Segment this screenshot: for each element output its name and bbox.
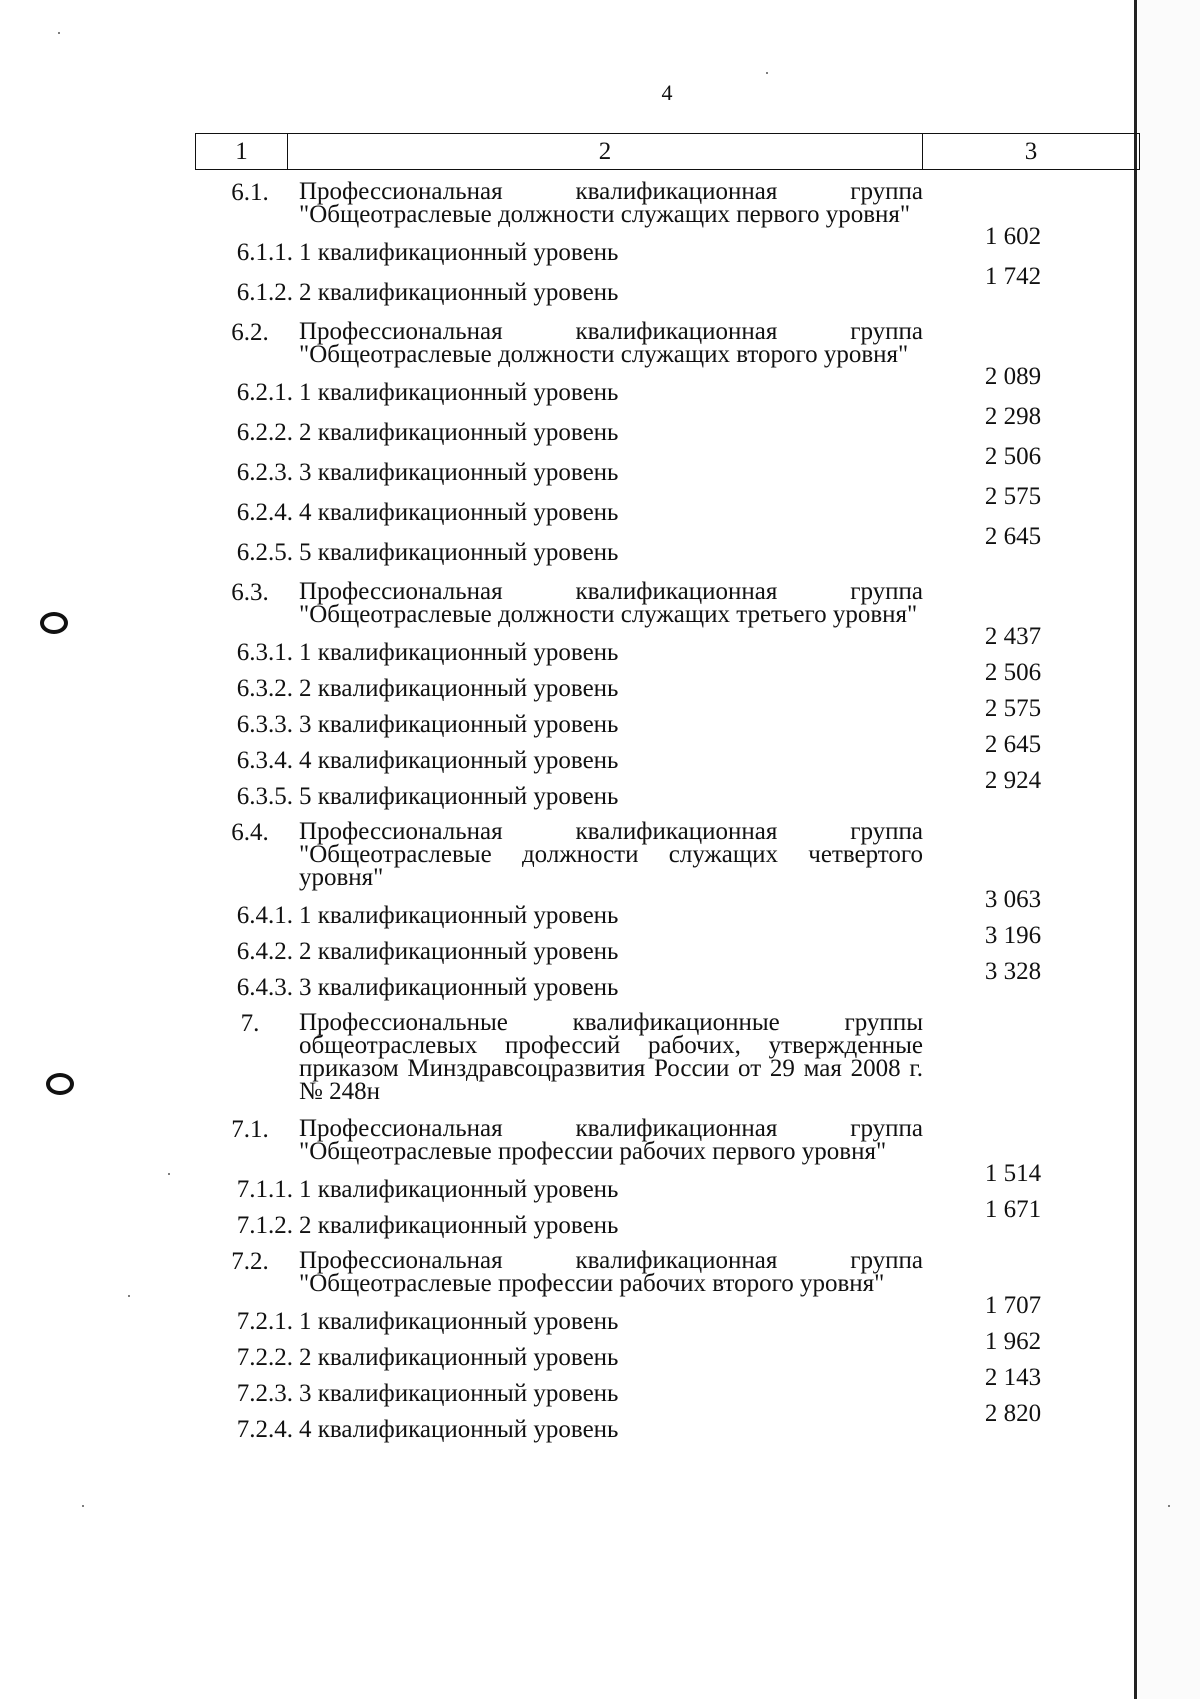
scan-speck <box>168 1173 170 1175</box>
row-value: 2 575 <box>984 695 1042 722</box>
table-row <box>195 1117 1140 1163</box>
row-number: 6.1. <box>231 179 269 206</box>
row-label: Профессиональная квалификационная группа "Общеотраслевые должности служащих третьего уровня" <box>299 578 923 628</box>
row-label: Профессиональная квалификационная группа "Общеотраслевые профессии рабочих второго уровня" <box>299 1247 923 1297</box>
scan-speck <box>1168 1505 1170 1507</box>
table-row <box>195 820 1140 889</box>
row-number: 6.4. <box>231 819 269 846</box>
row-number: 6.2.1. <box>236 379 293 406</box>
row-label: 4 квалификационный уровень <box>299 1416 619 1443</box>
row-label: 2 квалификационный уровень <box>299 1212 619 1239</box>
row-value: 2 089 <box>984 363 1042 390</box>
row-value: 1 671 <box>984 1196 1042 1223</box>
row-number: 6.4.3. <box>236 974 293 1001</box>
row-label: Профессиональная квалификационная группа "Общеотраслевые должности служащих первого уровня" <box>299 178 923 228</box>
table-row <box>195 523 1140 580</box>
table-row <box>195 1196 1140 1249</box>
row-number: 7.1.1. <box>236 1176 293 1203</box>
row-label: 4 квалификационный уровень <box>299 747 619 774</box>
row-value: 1 602 <box>984 223 1042 250</box>
row-number: 6.3.5. <box>236 783 293 810</box>
table-row <box>195 180 1140 226</box>
row-number: 6.3.3. <box>236 711 293 738</box>
page-number: 4 <box>661 80 673 105</box>
row-value: 2 506 <box>984 659 1042 686</box>
row-number: 6.2. <box>231 319 269 346</box>
row-label: 3 квалификационный уровень <box>299 1380 619 1407</box>
punch-hole-mark <box>40 612 68 634</box>
row-label: 5 квалификационный уровень <box>299 783 619 810</box>
row-label: 2 квалификационный уровень <box>299 419 619 446</box>
row-label: 2 квалификационный уровень <box>299 675 619 702</box>
table-row <box>195 1400 1140 1453</box>
row-label: 1 квалификационный уровень <box>299 379 619 406</box>
row-number: 6.1.1. <box>236 239 293 266</box>
row-value: 2 645 <box>984 523 1042 550</box>
row-number: 7.2.2. <box>236 1344 293 1371</box>
row-number: 6.3.1. <box>236 639 293 666</box>
row-value: 2 143 <box>984 1364 1042 1391</box>
row-label: Профессиональная квалификационная группа "Общеотраслевые должности служащих второго уровня" <box>299 318 923 368</box>
row-label: 2 квалификационный уровень <box>299 1344 619 1371</box>
row-value: 3 328 <box>984 958 1042 985</box>
row-value: 2 298 <box>984 403 1042 430</box>
table-row <box>195 1011 1140 1103</box>
row-value: 2 924 <box>984 767 1042 794</box>
row-label: 1 квалификационный уровень <box>299 1176 619 1203</box>
scan-speck <box>82 1505 84 1507</box>
row-value: 1 514 <box>984 1160 1042 1187</box>
row-number: 7. <box>240 1010 260 1037</box>
row-label: Профессиональные квалификационные группы общеотраслевых профессий рабочих, утвержденные приказом Минздравсоцразвития России от 29 мая 2008 г. № 248н <box>299 1009 923 1105</box>
row-value: 2 506 <box>984 443 1042 470</box>
row-label: 4 квалификационный уровень <box>299 499 619 526</box>
row-value: 2 575 <box>984 483 1042 510</box>
scan-speck <box>766 72 768 74</box>
row-value: 2 645 <box>984 731 1042 758</box>
table-header <box>195 133 1140 170</box>
row-number: 6.2.4. <box>236 499 293 526</box>
scan-margin <box>1138 0 1200 1699</box>
row-number: 6.2.3. <box>236 459 293 486</box>
row-number: 7.2.1. <box>236 1308 293 1335</box>
row-value: 3 063 <box>984 886 1042 913</box>
row-number: 6.2.5. <box>236 539 293 566</box>
column-header-2: 2 <box>288 134 923 169</box>
row-value: 1 707 <box>984 1292 1042 1319</box>
row-label: 1 квалификационный уровень <box>299 1308 619 1335</box>
row-label: 3 квалификационный уровень <box>299 711 619 738</box>
column-header-1: 1 <box>196 134 288 169</box>
table-row <box>195 958 1140 1011</box>
row-number: 7.1. <box>231 1116 269 1143</box>
row-label: Профессиональная квалификационная группа "Общеотраслевые профессии рабочих первого уровня" <box>299 1115 923 1165</box>
scan-speck <box>58 32 60 34</box>
scan-speck <box>128 1295 130 1297</box>
row-number: 6.3.2. <box>236 675 293 702</box>
table-row <box>195 580 1140 626</box>
row-value: 1 962 <box>984 1328 1042 1355</box>
row-label: 3 квалификационный уровень <box>299 459 619 486</box>
row-label: 1 квалификационный уровень <box>299 902 619 929</box>
punch-hole-mark <box>46 1073 74 1095</box>
row-number: 6.3.4. <box>236 747 293 774</box>
row-number: 6.4.2. <box>236 938 293 965</box>
row-label: Профессиональная квалификационная группа "Общеотраслевые должности служащих четвертого уровня" <box>299 818 923 891</box>
row-label: 2 квалификационный уровень <box>299 938 619 965</box>
row-number: 7.2. <box>231 1248 269 1275</box>
row-label: 5 квалификационный уровень <box>299 539 619 566</box>
row-number: 7.2.4. <box>236 1416 293 1443</box>
row-number: 7.1.2. <box>236 1212 293 1239</box>
row-value: 3 196 <box>984 922 1042 949</box>
row-number: 7.2.3. <box>236 1380 293 1407</box>
row-label: 2 квалификационный уровень <box>299 279 619 306</box>
table-row <box>195 263 1140 320</box>
column-header-3: 3 <box>1024 137 1038 165</box>
row-label: 1 квалификационный уровень <box>299 239 619 266</box>
table-row <box>195 1249 1140 1295</box>
table-body <box>195 180 1140 1453</box>
row-value: 2 820 <box>984 1400 1042 1427</box>
row-value: 2 437 <box>984 623 1042 650</box>
row-number: 6.3. <box>231 579 269 606</box>
table-row <box>195 767 1140 820</box>
row-number: 6.2.2. <box>236 419 293 446</box>
row-value: 1 742 <box>984 263 1042 290</box>
table-row <box>195 320 1140 366</box>
row-number: 6.4.1. <box>236 902 293 929</box>
row-label: 1 квалификационный уровень <box>299 639 619 666</box>
row-label: 3 квалификационный уровень <box>299 974 619 1001</box>
row-number: 6.1.2. <box>236 279 293 306</box>
